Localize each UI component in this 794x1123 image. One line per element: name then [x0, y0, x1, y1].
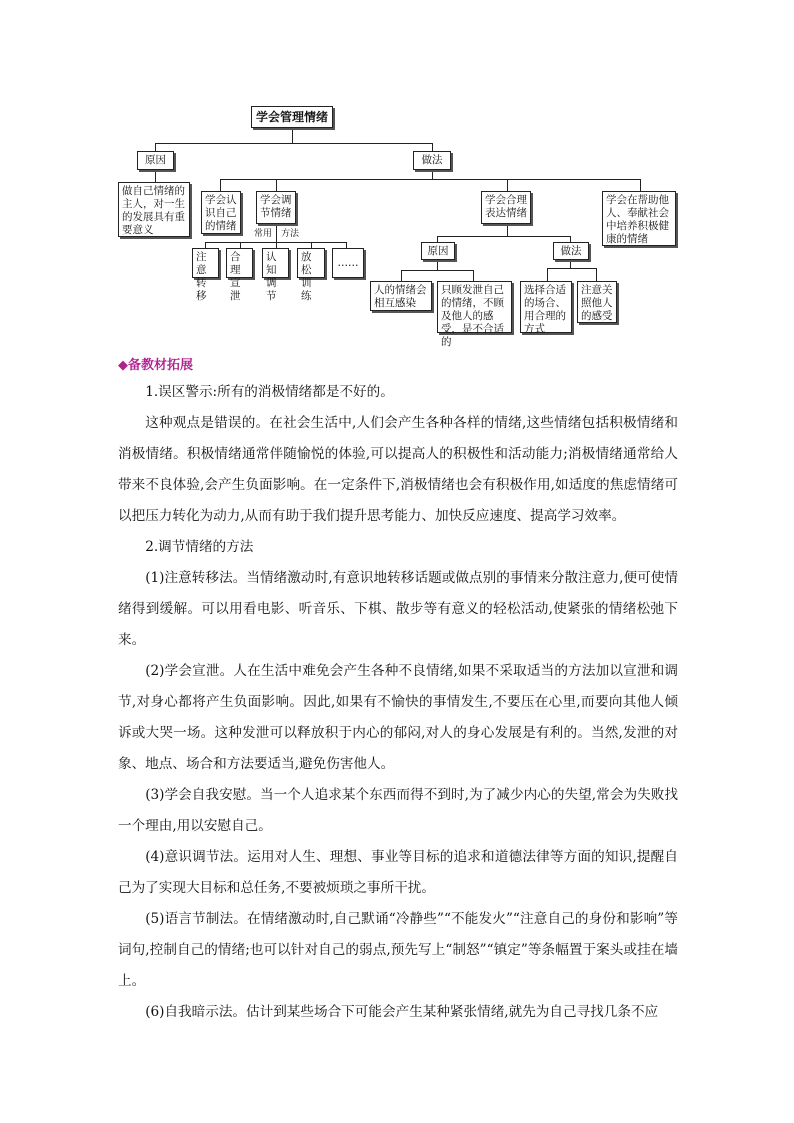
method-item-more: …… — [332, 248, 364, 278]
paragraph: 1.误区警示:所有的消极情绪都是不好的。 — [145, 384, 394, 400]
connector-line — [547, 268, 597, 269]
connector-line — [155, 143, 433, 144]
method-node: 做法 — [413, 151, 451, 170]
connector-line — [432, 143, 433, 151]
adjust-sub-label-common: 常用 — [254, 229, 273, 239]
connector-line — [276, 224, 277, 242]
connector-line — [437, 260, 438, 270]
method-item-attention: 注意转移 — [192, 248, 219, 278]
connector-line — [401, 270, 402, 281]
paragraph: 这种观点是错误的。在社会生活中,人们会产生各种各样的情绪,这些情绪包括积极情绪和消极情绪。积极情绪通常伴随愉悦的体验,可以提高人的积极性和活动能力;消极情绪通常给人带来不良体验,会产生负面影响。在一定条件下,消极情绪也会有积极作用,如适度的焦虑情绪可以把压力转化为动力,从而有助于我们提升思考能力、加快反应速度、提高学习效率。 — [118, 415, 678, 524]
section-title: 备教材拓展 — [128, 358, 194, 373]
paragraph: (6)自我暗示法。估计到某些场合下可能会产生某种紧张情绪,就先为自己寻找几条不应 — [145, 1004, 659, 1020]
connector-line — [640, 179, 641, 191]
method-item-cognition: 认知调节 — [262, 248, 289, 278]
connector-line — [473, 270, 474, 281]
connector-line — [155, 143, 156, 151]
paragraph: (4)意识调节法。运用对人生、理想、事业等目标的追求和道德法律等方面的知识,提醒自己为了实现大目标和总任务,不要被烦琐之事所干扰。 — [118, 849, 678, 896]
method-item-relax: 放松训练 — [297, 248, 325, 278]
paragraph: (2)学会宣泄。人在生活中难免会产生各种不良情绪,如果不采取适当的方法加以宣泄和调节,对身心都将产生负面影响。因此,如果有不愉快的事情发生,不要压在心里,而要向其他人倾诉或大哭一场。这种发泄可以释放积于内心的郁闷,对人的身心发展是有利的。当然,发泄的对象、地点、场合和方法要适当,避免伤害他人。 — [118, 663, 678, 772]
connector-line — [437, 236, 571, 237]
diamond-icon: ◆ — [118, 358, 128, 373]
express-reason-item: 只顾发泄自己的情绪，不顾及他人的感受，是不合适的 — [437, 281, 512, 333]
express-method-item: 选择合适的场合、用合理的方式 — [520, 281, 572, 333]
root-node: 学会管理情绪 — [251, 106, 333, 128]
express-method-node: 做法 — [553, 242, 589, 260]
connector-line — [220, 179, 221, 191]
connector-line — [507, 179, 508, 191]
adjust-emotion-node: 学会调节情绪 — [256, 191, 296, 224]
paragraph: 2.调节情绪的方法 — [145, 539, 254, 555]
express-reason-node: 原因 — [421, 242, 455, 260]
connector-line — [507, 224, 508, 236]
section-heading — [118, 354, 193, 373]
paragraph: (1)注意转移法。当情绪激动时,有意识地转移话题或做点别的事情来分散注意力,便可使情绪得到缓解。可以用看电影、听音乐、下棋、散步等有意义的轻松活动,使紧张的情绪松弛下来。 — [118, 570, 678, 648]
help-others-node: 学会在帮助他人、奉献社会中培养积极健康的情绪 — [602, 191, 676, 246]
connector-line — [432, 170, 433, 179]
adjust-sub-label-method: 方法 — [281, 229, 300, 239]
connector-line — [401, 270, 474, 271]
connector-line — [155, 170, 156, 182]
paragraph: (3)学会自我安慰。当一个人追求某个东西而得不到时,为了减少内心的失望,常会为失败找一个理由,用以安慰自己。 — [118, 787, 678, 834]
know-emotion-node: 学会认识自己的情绪 — [201, 191, 241, 234]
method-item-vent: 合理宣泄 — [226, 248, 253, 278]
express-emotion-node: 学会合理表达情绪 — [481, 191, 531, 224]
connector-line — [596, 268, 597, 281]
connector-line — [570, 260, 571, 268]
connector-line — [547, 268, 548, 281]
paragraph: (5)语言节制法。在情绪激动时,自己默诵“冷静些”“不能发火”“注意自己的身份和影响”等词句,控制自己的情绪;也可以针对自己的弱点,预先写上“制怒”“镇定”等条幅置于案头或挂在墙上。 — [118, 911, 678, 989]
connector-line — [292, 128, 293, 143]
express-method-item: 注意关照他人的感受 — [577, 281, 617, 323]
body-text — [118, 377, 678, 1028]
express-reason-item: 人的情绪会相互感染 — [370, 281, 432, 311]
connector-line — [276, 179, 277, 191]
reason-text-node: 做自己情绪的主人，对一生的发展具有重要意义 — [118, 182, 190, 237]
connector-line — [220, 179, 641, 180]
reason-node: 原因 — [137, 151, 174, 170]
